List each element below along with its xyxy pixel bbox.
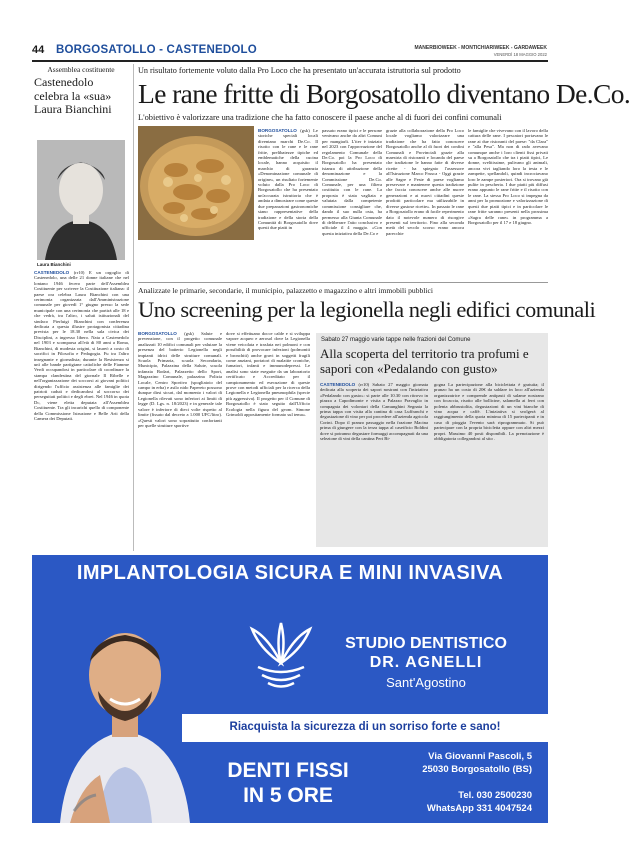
sidebar-article xyxy=(34,270,129,550)
box-tag: (rr10) xyxy=(358,382,370,387)
sidebar-dateline: CASTENEDOLO xyxy=(34,270,70,275)
box-kicker: Sabato 27 maggio varie tappe nelle frazioni del Comune xyxy=(321,337,471,343)
sidebar-title: Castenedolo celebra la «sua» Laura Bianchini xyxy=(34,75,112,116)
ad-address-1: Via Giovanni Pascoli, 5 xyxy=(428,751,532,762)
box-column-1 xyxy=(320,382,428,545)
sidebar-tag: (rr10) xyxy=(73,270,85,275)
top-col2-text: passato erano tipici e le persone venivano anche da altri Comuni per mangiarli. L'iter è iniziato nel 2023 con l'approvazione del regolamento Comunale della De.Co. poi la Pro Loco di Borgosatollo ha presentato istanza di attribuzione della denominazione e la Commissione De.Co. Comunale, per una filiera costituita con le rane. La proposta è stata vagliata e valutata dalla competente commissione consigliare che, dando il suo nulla osta, ha permesso alla Giunta Comunale di deliberare l'atto conclusivo e ufficiale il 4 maggio. «Con questa iniziativa della De.Co e xyxy=(322,128,382,236)
ad-slogan: Riacquista la sicurezza di un sorriso forte e sano! xyxy=(229,721,501,733)
dentist-photo xyxy=(40,591,210,823)
top-kicker: Un risultato fortemente voluto dalla Pro Loco che ha presentato un'accurata istruttoria sul prodotto xyxy=(138,66,461,75)
second-dateline: BORGOSATOLLO xyxy=(138,331,177,336)
ad-address-2: 25030 Borgosatollo (BS) xyxy=(422,764,532,775)
top-col4-text: le famiglie che vivevano con il lavoro della cattura delle rane. I pescatori portavano le rane ai due ristoranti del paese: "da Clara" e "alla Pesa". Ma non di rado avevano comunque anche i loro clienti fissi privati su a Borgosatollo che tra i piatti tipici, Le donne, svelitissime, pulivano gli animali, ancora vivi tagliando loro la testa e le zampette, spellandoli, quindi incrociavano loro le zampe posteriori. Ora si trovano già pulite in pescheria. I due piatti più diffusi erano appunto le rane fritte e il risotto con le rane. La stessa Pro Loco si impegna da anni per la promozione e valorizzazione di questi due piatti tipici e in particolare le rane fritte saranno presenti nella prossima «Sagra delle rane» in programma a Borgosatollo per il 17 e 18 giugno. xyxy=(468,128,548,225)
top-col1-text: Le storiche speciali locali diventano marchi De.Co. Il risotto con le rane e le rane fritte, prelibatezze tipiche ed emblematiche della cucina locale, hanno acquisito il marchio di garanzia «Denominazione comunale di origine», un risultato fortemente voluto dalla Pro Loco di Borgosatollo che ha presentato un'accurata istruttoria che è andata a dimostrare come queste due preparazioni gastronomiche siano rappresentative della tradizione e della storia della Comunità di Borgosatollo dove questi due piatti in xyxy=(258,128,318,231)
second-headline: Uno screening per la legionella negli edifici comunali xyxy=(138,297,596,322)
second-col2-text: dove si effettuano docce calde e si sviluppa vapore acqueo e aerosol dove la Legionella viene veicolata e trasfata nei polmoni e con possibilità di provocare infezioni (polmoniti e bronchiti) anche gravi in soggetti fragili come anziani, portatori di malattie croniche, fumatori, infanti e immunodepressi. Le analisi sono state eseguite da un laboratorio certificato e Accreditato per il campionamento ed esecuzione di queste prove con metodi ufficiali per la ricerca della Legionella e Legionella pneumophila (specie più aggressiva). Il progetto per il Comune di Borgosatollo è stato seguito dall'Ufficio Ecologia nella figura del geom. Simone Grimoldi appositamente formato sul tema». xyxy=(226,331,310,418)
tooth-logo-icon xyxy=(246,615,316,695)
top-story-divider xyxy=(138,282,548,283)
top-tag: (gsk) xyxy=(300,128,310,133)
photo-caption: Laura Bianchini xyxy=(37,262,71,267)
ad-doctor: DR. AGNELLI xyxy=(369,654,483,671)
box-column-2 xyxy=(434,382,544,545)
second-kicker: Analizzate le primarie, secondarie, il municipio, palazzetto e magazzino e altri immobili pubblici xyxy=(138,286,433,295)
dental-ad[interactable] xyxy=(32,555,548,823)
ad-place: Sant'Agostino xyxy=(386,675,466,690)
ad-phone[interactable]: Tel. 030 2500230 xyxy=(458,790,532,801)
editions-label: MANERBIOWEEK - MONTICHIARIWEEK - GARDAWEEK xyxy=(414,45,547,51)
top-story-column-4 xyxy=(468,128,548,263)
page-number: 44 xyxy=(32,44,45,56)
top-col-1 xyxy=(138,126,254,264)
portrait-photo xyxy=(37,140,125,260)
sidebar-kicker: Assemblea costituente xyxy=(47,65,115,74)
top-story-column-1 xyxy=(258,128,318,263)
second-tag: (gsk) xyxy=(184,331,194,336)
ad-headline: IMPLANTOLOGIA SICURA E MINI INVASIVA xyxy=(76,562,504,584)
section-title: BORGOSATOLLO - CASTENEDOLO xyxy=(56,44,257,56)
top-deck: L'obiettivo è valorizzare una tradizione che ha fatto conoscere il paese anche al di fuori dei confini comunali xyxy=(138,113,502,122)
second-column-1 xyxy=(138,331,222,549)
top-story-column-2 xyxy=(322,128,382,263)
top-headline: Le rane fritte di Borgosatollo diventano De.Co. xyxy=(138,78,630,109)
top-story-column-3 xyxy=(386,128,464,263)
box-col1-text: Sabato 27 maggio giornata dedicata alla scoperta dei sapori nostrani con l'iniziativa «Pedalando con gusto»: si parte alle 10.30 con ritrovo in piazza a Capodimonte e visita a Palazzo Pravaglio in compagnia dei volontari della Camunghini Segnata la prima tappa con visita alla cantina di casa Luffranchi e degustazione di vino per poi procedere all'azienda agricola Corini. Dopo il pranzo passaggio nella frazione Macina prima di giungere con la terza tappa al caseificio Boldini dove si potranno degustare formaggi accompagnati da una selezione di vini della cantina Peri Bi- xyxy=(320,382,429,442)
header-rule xyxy=(32,60,548,62)
second-col1-text: Salute e prevenzione, con il progetto comunale analizzati 10 edifici comunali per valutare la presenza del batterio Legionella negli impianti idrici delle strutture comunali. Scuola Primaria, scuola Secondaria, Municipio, Palazzina della Salute, scuola infanzia Bodari, Palazzetto dello Sport, Magazzino Comunale, palazzina Polizia Locale, Centro Sportivo (spogliatoio del campo in erba) e asilo nido Papereto possono dunque dirsi sicuri, dal momento i valori di Legionella rilevati sono inferiori ai limiti di legge (D. Lgs. n. 18/2023) e in generale tale valore è inferiore di dieci volte rispetto al limite (fissato dal decreto a 1.000 UFC/litro). «Questi valori sono soprattutto confortanti per quelle strutture sportive xyxy=(138,331,222,428)
top-dateline: BORGOSATOLLO xyxy=(258,128,297,133)
second-column-2 xyxy=(226,331,310,549)
ad-offer-line-1: DENTI FISSI xyxy=(227,759,349,782)
ad-offer-line-2: IN 5 ORE xyxy=(243,784,333,807)
box-dateline: CASTENEDOLO xyxy=(320,382,356,387)
sidebar-divider xyxy=(133,64,134,551)
box-col2-text: gogna La partecipazione alla biciclettata è gratuita; il pranzo ha un costo di 20€ da saldare in loco all'azienda organizzatrice e comprende antipasti di salame nostrano con focaccia, risotto alle bollicine, salamella ai ferri con polenta abbrustolita, degustazioni di un vini bianche di vino acqua e caffè. L'iniziativa si svolgerà al raggiungimento della quota minima di 15 partecipanti e in caso di pioggia l'evento sarà riprogrammato. Si può partecipare con la propria bicicletta oppure con altri mezzi propri. Massimo 40 posti disponibili. La prenotazione è obbligatoria collegandosi al sito . xyxy=(434,382,544,442)
issue-date: VENERDÌ 18 MAGGIO 2022 xyxy=(493,52,547,57)
ad-studio: STUDIO DENTISTICO xyxy=(345,635,507,652)
box-headline: Alla scoperta del territorio tra profumi e sapori con «Pedalando con gusto» xyxy=(320,346,529,376)
top-col3-text: grazie alla collaborazione della Pro Loco locale vogliamo valorizzare una tradizione che ha fatto conoscere Borgosatollo anche al di fuori dei confini Comunali e Provinciali grazie alla maestria di ristoranti e locanda del paese che tradizione le hanno fatte di diverse ricette - ha spiegato l'assessore all'Istruzione Marco Frusca - Oggi grazie alle Sagre e Feste di paese vogliamo preservare e mantenere questa tradizione che faccia conoscere anche alle nuove generazioni e ai nuovi cittadini queste prodotti particolare ma utilizzabile in diverse gustose ricette». In passato le rane a Borgosatollo erano di facile reperimento dato il notevole numero di risorgive presenti sul territorio. Fino alla seconda metà del secolo scorso erano ancora parecchie xyxy=(386,128,464,236)
sidebar-body: E un orgoglio di Castenedolo, una delle 21 donne italiane che nel lontano 1946 fecero parte dell'Assemblea Costituente per scrivere la Costituzione italiana: il paese ora celebra Laura Bianchini con una cerimonia organizzata dall'Amministrazione comunale per giovedì 1° giugno presso la sede municipale con una cerimonia che partirà alle 18 e che vedrà, tra l'altro, i saluti istituzionali del sindaco Pierluigi Bianchini con conferenza dedicata a questa illustre protagonista cittadina prevista per le 18.30 nella sala civica dei Disciplini, a ingresso libero. Nata a Castenedolo nel 1903 e scomparsa all'età di 80 anni a Roma, Bianchini, di modesta origini, si laureò a costo di sacrifici in Filosofia e Pedagogia. Fu tra l'altro insegnante e giornalista; durante la Resistenza si unì alle bande partigiane cattoliche delle Fiamme Verdi occupandosi in particolare di coordinare la stampa clandestina del giornale Il Ribelle e nell'organizzazione dei soccorsi ai giovani politici dirigendo l'ufficio assistenza alle famiglie dei patrioti caduti e dedicandosi al soccorso dei perseguitati politici e degli ebrei. Nel 1946 in quota Dc, viene eletta deputata all'Assemblea Costituente. Tra gli incarichi quello di componente della Commissione Istruzione e Belle Arti della Camera dei Deputati. xyxy=(34,270,129,421)
ad-whatsapp[interactable]: WhatsApp 331 4047524 xyxy=(426,803,532,814)
